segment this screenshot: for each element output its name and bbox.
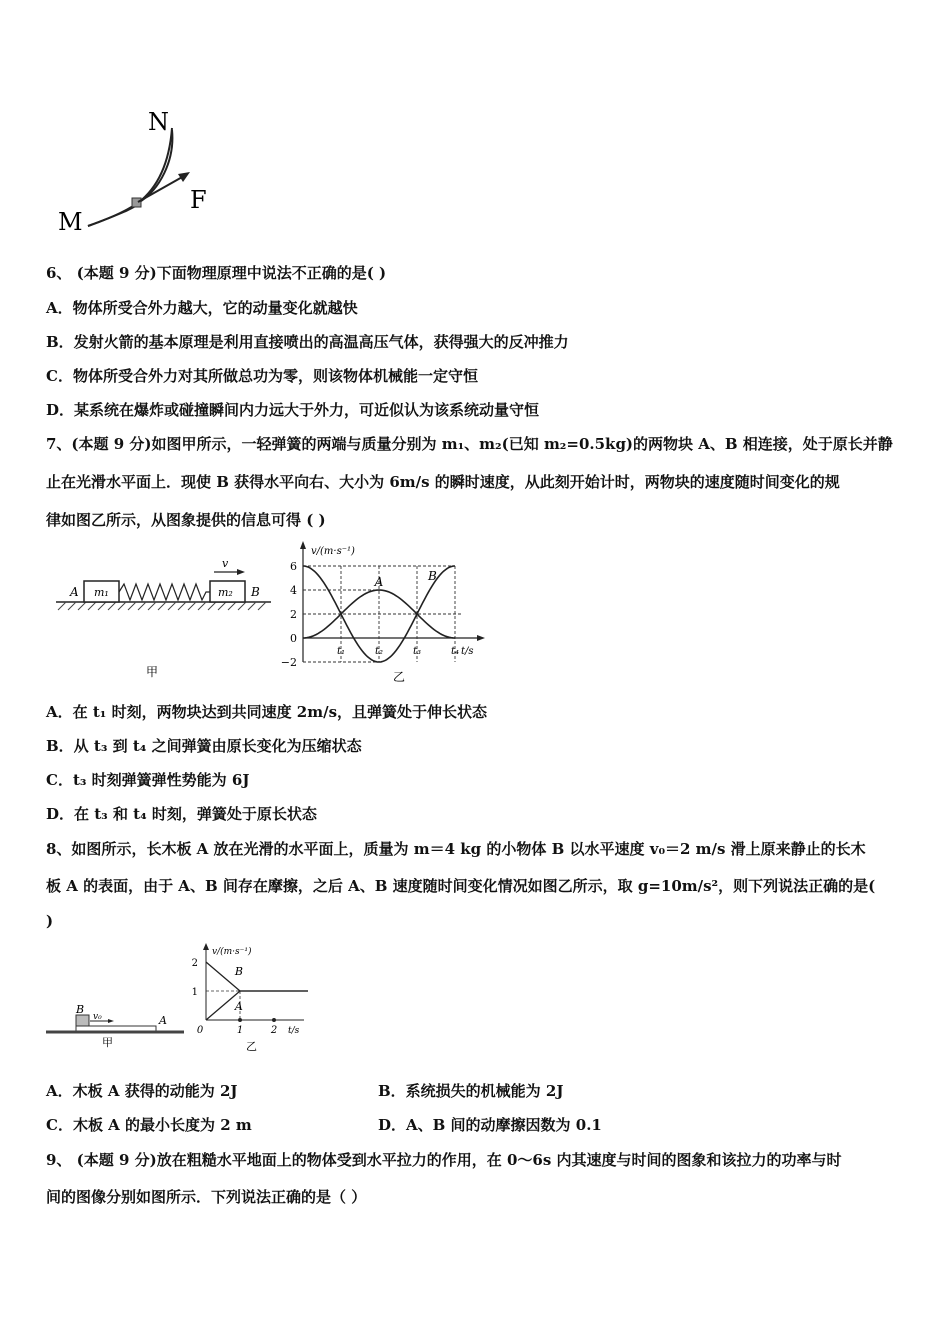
q8-stem-line-1: 8、如图所示，长木板 A 放在光滑的水平面上，质量为 m＝4 kg 的小物体 B 以水平速度 v₀＝2 m/s 滑上原来静止的长木 — [46, 840, 866, 858]
q8-option-c: C．木板 A 的最小长度为 2 m — [46, 1116, 252, 1134]
x-axis-arrow — [477, 635, 485, 641]
x-tick-label: t₃ — [412, 646, 422, 657]
label-v: v — [222, 557, 229, 570]
x-tick-label: t₁ — [336, 646, 346, 657]
ground-hatching — [58, 602, 266, 610]
force-arrow-head — [178, 172, 190, 182]
label-a: A — [70, 585, 79, 599]
x-tick-label: 2 — [270, 1025, 278, 1036]
small-block — [132, 198, 141, 207]
x-tick-label: 1 — [236, 1025, 244, 1036]
x-tick-label: 0 — [196, 1025, 204, 1036]
label-n: N — [148, 108, 169, 136]
label-m1: m₁ — [94, 586, 109, 599]
curve-force-figure — [50, 100, 230, 240]
q6-option-a: A．物体所受合外力越大，它的动量变化就越快 — [46, 299, 358, 317]
q6-option-b: B．发射火箭的基本原理是利用直接喷出的高温高压气体，获得强大的反冲推力 — [46, 333, 569, 351]
label-m: M — [58, 208, 83, 236]
series-label-a: A — [234, 999, 243, 1013]
q7-velocity-chart — [275, 538, 495, 688]
label-m2: m₂ — [218, 586, 233, 599]
label-a: A — [159, 1014, 167, 1027]
x-tick-label: t₄ — [450, 646, 460, 657]
x-axis-label: t/s — [288, 1026, 300, 1036]
y-axis-label: v/(m·s⁻¹) — [212, 947, 252, 957]
q9-stem-line-1: 9、 (本题 9 分)放在粗糙水平地面上的物体受到水平拉力的作用，在 0～6s 内其速度与时间的图象和该拉力的功率与时 — [46, 1151, 842, 1169]
y-axis-arrow — [300, 541, 306, 549]
v0-arrow-head — [108, 1019, 114, 1023]
block-b — [76, 1015, 89, 1026]
y-tick-label: 0 — [290, 632, 297, 645]
spring — [119, 584, 210, 600]
q6-option-c: C．物体所受合外力对其所做总功为零，则该物体机械能一定守恒 — [46, 367, 478, 385]
q8-board-figure — [46, 1003, 186, 1055]
series-line-A — [206, 991, 308, 1020]
q7-stem-line-1: 7、(本题 9 分)如图甲所示，一轻弹簧的两端与质量分别为 m₁、m₂(已知 m₂=0.5kg)的两物块 A、B 相连接，处于原长并静 — [46, 435, 893, 453]
curved-path-line — [88, 128, 172, 226]
y-tick-label: −2 — [280, 656, 297, 669]
y-tick-label: 2 — [191, 958, 198, 969]
series-line-B — [206, 962, 308, 991]
x-tick-label: t₂ — [374, 646, 384, 657]
q8-option-d: D．A、B 间的动摩擦因数为 0.1 — [378, 1116, 602, 1134]
q9-stem-line-2: 间的图像分别如图所示．下列说法正确的是（ ） — [46, 1188, 367, 1206]
q6-option-d: D．某系统在爆炸或碰撞瞬间内力远大于外力，可近似认为该系统动量守恒 — [46, 401, 540, 419]
y-tick-label: 1 — [191, 987, 198, 998]
label-f: F — [190, 186, 207, 214]
q8-velocity-chart — [186, 940, 316, 1055]
label-v0: v₀ — [93, 1012, 102, 1022]
label-b: B — [251, 585, 260, 599]
series-label-b: B — [428, 569, 437, 583]
chart-caption: 乙 — [246, 1040, 257, 1053]
velocity-arrow-head — [237, 569, 245, 575]
caption-jia: 甲 — [146, 665, 159, 679]
chart-caption: 乙 — [393, 670, 406, 684]
y-tick-label: 6 — [290, 560, 297, 573]
y-tick-label: 2 — [290, 608, 297, 621]
x-tick-dot — [272, 1018, 276, 1022]
y-tick-label: 4 — [290, 584, 297, 597]
q8-stem-line-3: ) — [46, 912, 54, 930]
caption-jia: 甲 — [102, 1036, 113, 1049]
q7-option-c: C．t₃ 时刻弹簧弹性势能为 6J — [46, 771, 250, 789]
q7-option-b: B．从 t₃ 到 t₄ 之间弹簧由原长变化为压缩状态 — [46, 737, 362, 755]
x-axis-label: t/s — [461, 646, 474, 657]
q7-stem-line-3: 律如图乙所示，从图象提供的信息可得 ( ) — [46, 511, 326, 529]
q7-spring-figure — [46, 548, 276, 688]
q7-stem-line-2: 止在光滑水平面上．现使 B 获得水平向右、大小为 6m/s 的瞬时速度，从此刻开始计时，两物块的速度随时间变化的规 — [46, 473, 840, 491]
q8-stem-line-2: 板 A 的表面，由于 A、B 间存在摩擦，之后 A、B 速度随时间变化情况如图乙所示，取 g=10m/s²，则下列说法正确的是( — [46, 877, 876, 895]
label-b: B — [76, 1003, 85, 1016]
q7-option-a: A．在 t₁ 时刻，两物块达到共同速度 2m/s，且弹簧处于伸长状态 — [46, 703, 488, 721]
series-label-a: A — [374, 575, 384, 589]
q8-option-b: B．系统损失的机械能为 2J — [378, 1082, 564, 1100]
q7-option-d: D．在 t₃ 和 t₄ 时刻，弹簧处于原长状态 — [46, 805, 317, 823]
y-axis-label: v/(m·s⁻¹) — [311, 546, 355, 557]
y-axis-arrow — [203, 943, 209, 950]
q8-option-a: A．木板 A 获得的动能为 2J — [46, 1082, 238, 1100]
q6-stem: 6、 (本题 9 分)下面物理原理中说法不正确的是( ) — [46, 264, 387, 282]
series-label-b: B — [234, 965, 243, 979]
